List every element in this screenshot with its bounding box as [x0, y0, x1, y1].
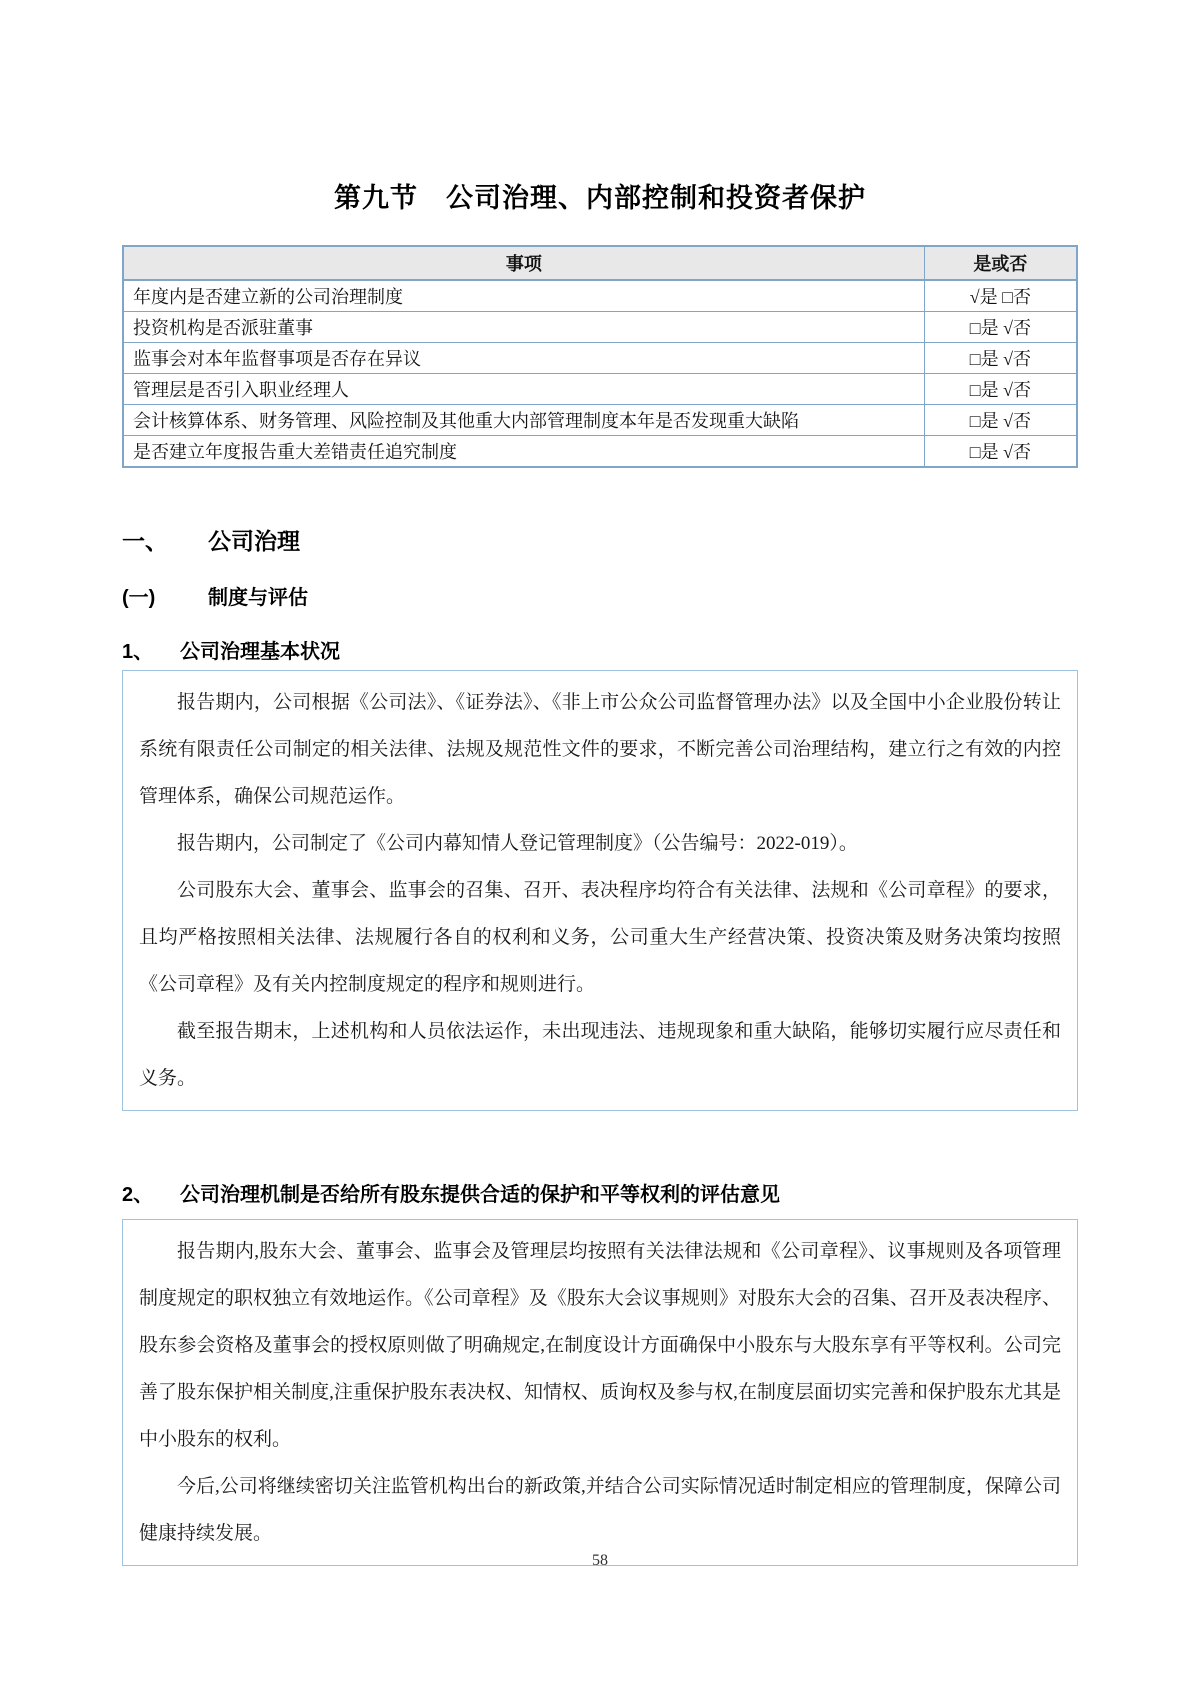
answer-cell: □是 √否 [924, 374, 1077, 405]
item-heading-governance-basic-status [122, 638, 1078, 666]
answer-cell: □是 √否 [924, 436, 1077, 468]
column-header-yes-no: 是或否 [924, 246, 1077, 280]
table-row [123, 374, 1077, 405]
paragraph: 公司股东大会、董事会、监事会的召集、召开、表决程序均符合有关法律、法规和《公司章程》的要求，且均严格按照相关法律、法规履行各自的权利和义务，公司重大生产经营决策、投资决策及财务决策均按照《公司章程》及有关内控制度规定的程序和规则进行。 [139, 880, 1061, 995]
item-cell: 监事会对本年监督事项是否存在异议 [123, 343, 924, 374]
item-number: 2、 [122, 1184, 154, 1206]
answer-cell: √是 □否 [924, 280, 1077, 312]
subsection-title: 制度与评估 [208, 587, 308, 609]
paragraph: 报告期内,股东大会、董事会、监事会及管理层均按照有关法律法规和《公司章程》、议事规则及各项管理制度规定的职权独立有效地运作。《公司章程》及《股东大会议事规则》对股东大会的召集、召开及表决程序、股东参会资格及董事会的授权原则做了明确规定,在制度设计方面确保中小股东与大股东享有平等权利。公司完善了股东保护相关制度,注重保护股东表决权、知情权、质询权及参与权,在制度层面切实完善和保护股东尤其是中小股东的权利。 [139, 1241, 1061, 1450]
section-heading-corporate-governance [122, 525, 1078, 557]
paragraph: 截至报告期末，上述机构和人员依法运作，未出现违法、违规现象和重大缺陷，能够切实履行应尽责任和义务。 [139, 1021, 1061, 1089]
paragraph: 报告期内，公司根据《公司法》、《证券法》、《非上市公众公司监督管理办法》以及全国中小企业股份转让系统有限责任公司制定的相关法律、法规及规范性文件的要求，不断完善公司治理结构，建立行之有效的内控管理体系，确保公司规范运作。 [139, 692, 1061, 807]
item-cell: 管理层是否引入职业经理人 [123, 374, 924, 405]
table-row [123, 343, 1077, 374]
table-row [123, 312, 1077, 343]
column-header-item: 事项 [123, 246, 924, 280]
subsection-number: (一) [122, 587, 156, 609]
section-title: 公司治理 [208, 528, 300, 554]
item-cell: 年度内是否建立新的公司治理制度 [123, 280, 924, 312]
item-number: 1、 [122, 641, 154, 663]
subsection-heading-system-evaluation [122, 584, 1078, 612]
paragraph: 报告期内，公司制定了《公司内幕知情人登记管理制度》（公告编号：2022-019）。 [177, 833, 858, 854]
table-row [123, 280, 1077, 312]
item-cell: 是否建立年度报告重大差错责任追究制度 [123, 436, 924, 468]
table-header-row [123, 246, 1077, 280]
item-cell: 会计核算体系、财务管理、风险控制及其他重大内部管理制度本年是否发现重大缺陷 [123, 405, 924, 436]
section-number: 一、 [122, 528, 168, 554]
item-cell: 投资机构是否派驻董事 [123, 312, 924, 343]
answer-cell: □是 √否 [924, 312, 1077, 343]
item-heading-shareholder-protection-evaluation [122, 1181, 1078, 1209]
paragraph: 今后,公司将继续密切关注监管机构出台的新政策,并结合公司实际情况适时制定相应的管理制度，保障公司健康持续发展。 [139, 1476, 1061, 1544]
table-row [123, 405, 1077, 436]
governance-status-textbox [122, 670, 1078, 1111]
answer-cell: □是 √否 [924, 405, 1077, 436]
page-number: 58 [592, 1552, 608, 1569]
governance-checklist-table [122, 245, 1078, 468]
item-title: 公司治理机制是否给所有股东提供合适的保护和平等权利的评估意见 [180, 1184, 780, 1206]
shareholder-protection-textbox [122, 1219, 1078, 1566]
answer-cell: □是 √否 [924, 343, 1077, 374]
table-row [123, 436, 1077, 468]
page-title: 第九节 公司治理、内部控制和投资者保护 [334, 183, 866, 213]
item-title: 公司治理基本状况 [180, 641, 340, 663]
